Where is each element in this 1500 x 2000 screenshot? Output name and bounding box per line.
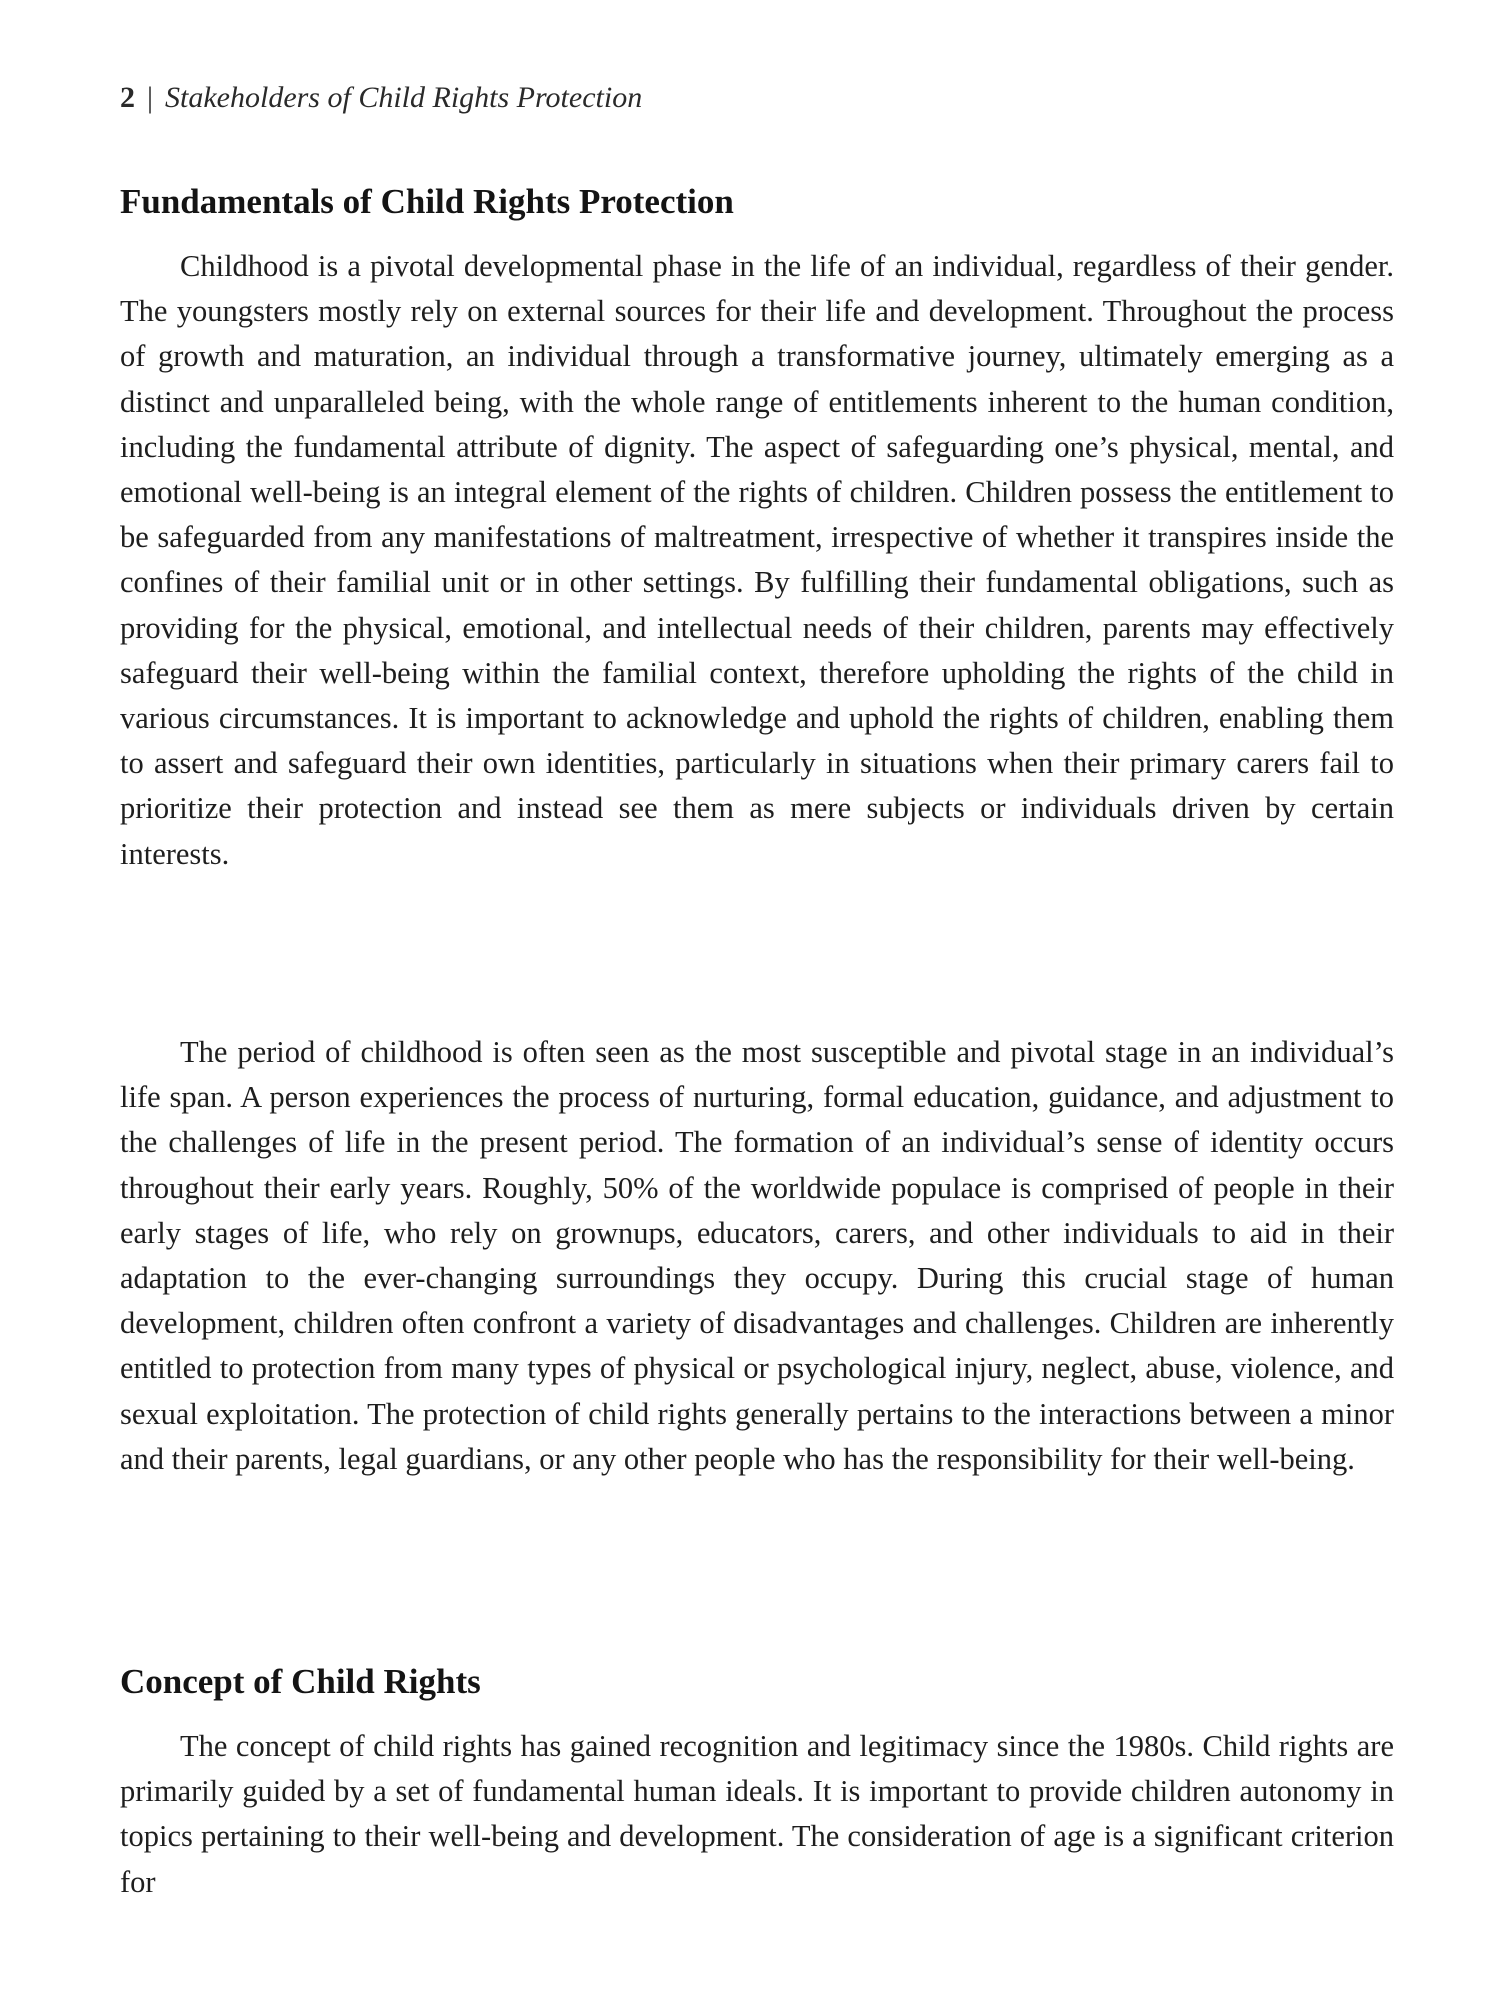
running-head-title: Stakeholders of Child Rights Protection — [165, 81, 643, 114]
running-head-separator: | — [147, 81, 154, 114]
page-number: 2 — [120, 81, 135, 114]
body-paragraph: Childhood is a pivotal developmental phase in the life of an individual, regardless of their gender. The youngsters mostly rely on external sources for their life and development. Throughout the process of growth and maturation, an individual through a transformative journey, ultimately emerging as a distinct and unparalleled being, with the whole range of entitlements inherent to the human condition, including the fundamental attribute of dignity. The aspect of safeguarding one’s physical, mental, and emotional well-being is an integral element of the rights of children. Children possess the entitlement to be safeguarded from any manifestations of maltreatment, irrespective of whether it transpires inside the confines of their familial unit or in other settings. By fulfilling their fundamental obligations, such as providing for the physical, emotional, and intellectual needs of their children, parents may effectively safeguard their well-being within the familial context, therefore upholding the rights of the child in various circumstances. It is important to acknowledge and uphold the rights of children, enabling them to assert and safeguard their own identities, particularly in situations when their primary carers fail to prioritize their protection and instead see them as mere subjects or individuals driven by certain interests. — [120, 249, 1394, 871]
body-paragraph: The concept of child rights has gained recognition and legitimacy since the 1980s. Child rights are primarily guided by a set of fundamental human ideals. It is important to provide children autonomy in topics pertaining to their well-being and development. The consideration of age is a significant criterion for — [120, 1729, 1394, 1899]
section-heading-concept: Concept of Child Rights — [120, 1662, 481, 1701]
body-paragraph: The period of childhood is often seen as the most susceptible and pivotal stage in an individual’s life span. A person experiences the process of nurturing, formal education, guidance, and adjustment to the challenges of life in the present period. The formation of an individual’s sense of identity occurs throughout their early years. Roughly, 50% of the worldwide populace is comprised of people in their early stages of life, who rely on grownups, educators, carers, and other individuals to aid in their adaptation to the ever-changing surroundings they occupy. During this crucial stage of human development, children often confront a variety of disadvantages and challenges. Children are inherently entitled to protection from many types of physical or psychological injury, neglect, abuse, violence, and sexual exploitation. The protection of child rights generally pertains to the interactions between a minor and their parents, legal guardians, or any other people who has the responsibility for their well-being. — [120, 1035, 1394, 1476]
section-heading-fundamentals: Fundamentals of Child Rights Protection — [120, 182, 734, 221]
running-head — [120, 78, 642, 118]
